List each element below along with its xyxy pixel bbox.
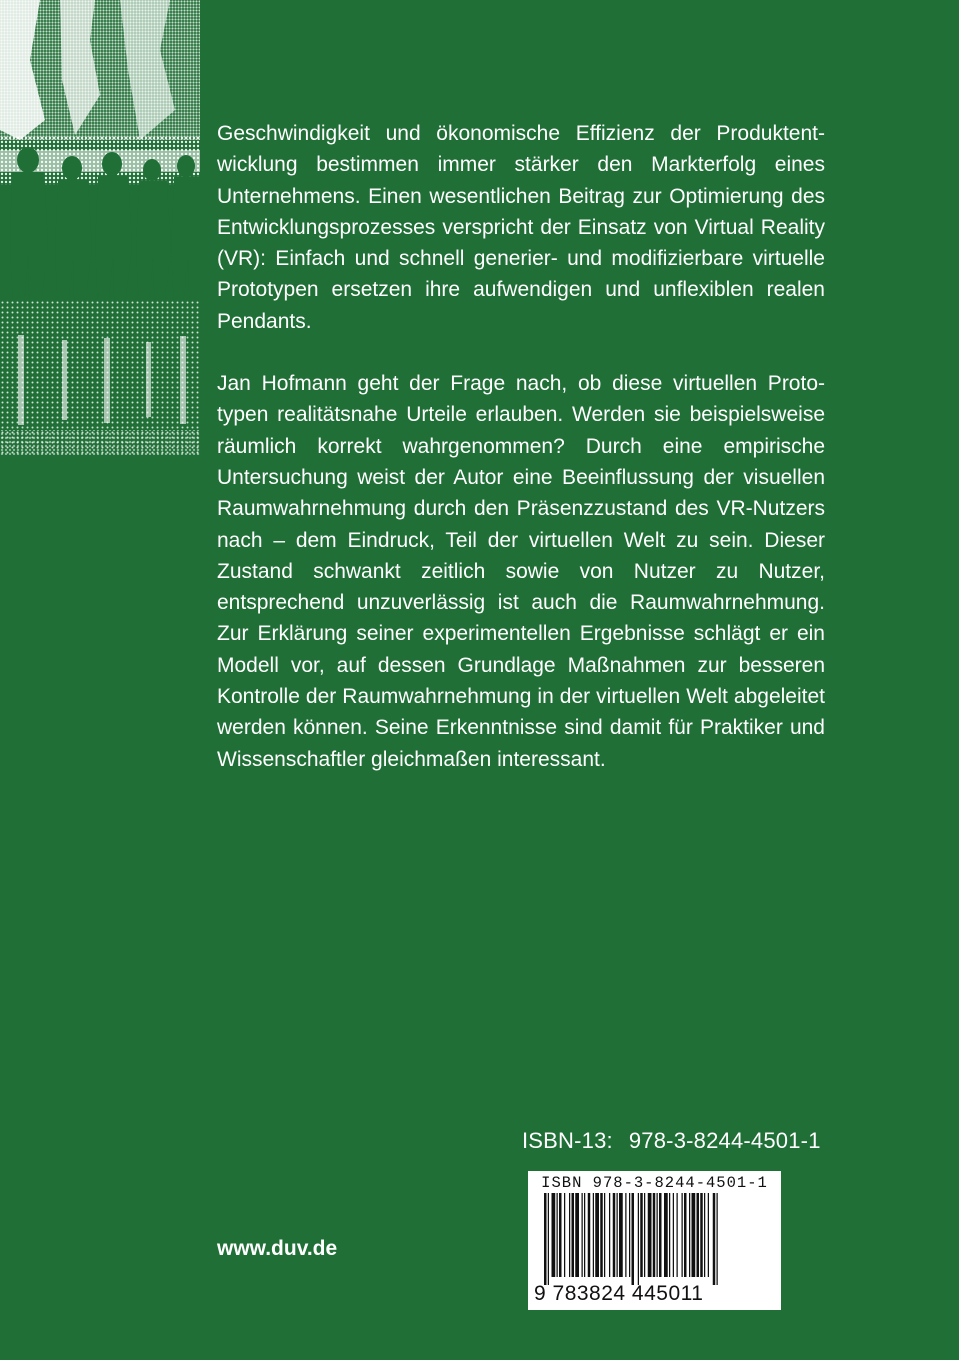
barcode-bars bbox=[544, 1193, 774, 1285]
barcode-bar bbox=[609, 1193, 610, 1277]
blurb-paragraph-2: Jan Hofmann geht der Frage nach, ob diese virtuellen Prototypen realitätsnahe Urteile erlauben. Werden sie beispielsweise räumlich korrekt wahrgenommen? Durch eine empirische Untersuchung weist der Autor eine Beeinflussung der visuellen Raumwahrnehmung durch den Präsenzzustand des VR-Nutzers nach – dem Eindruck, Teil der virtuellen Welt zu sein. Dieser Zustand schwankt zeitlich sowie von Nutzer zu Nutzer, entsprechend unzuverlässig ist auch die Raumwahrnehmung. Zur Erklärung seiner experimentellen Ergebnisse schlägt er ein Modell vor, auf dessen Grundlage Maßnahmen zur besseren Kontrolle der Raumwahrnehmung in der virtuellen Welt abgeleitet werden können. Seine Erkenntnisse sind damit für Praktiker und Wissenschaftler gleichmaßen interessant. bbox=[217, 372, 825, 771]
barcode-bar bbox=[692, 1193, 696, 1277]
isbn-label: ISBN-13: bbox=[522, 1128, 613, 1153]
barcode-bar bbox=[575, 1193, 579, 1277]
barcode-bar bbox=[625, 1193, 626, 1277]
publisher-website: www.duv.de bbox=[217, 1237, 338, 1260]
barcode-bar bbox=[613, 1193, 616, 1277]
barcode-bar bbox=[557, 1193, 558, 1277]
barcode-bar bbox=[717, 1193, 718, 1285]
barcode-bar bbox=[644, 1193, 645, 1277]
barcode-bar bbox=[708, 1193, 709, 1277]
barcode-bar bbox=[564, 1193, 565, 1277]
barcode-bar bbox=[584, 1193, 585, 1277]
halftone-figures-image bbox=[0, 0, 200, 455]
barcode-bar bbox=[595, 1193, 599, 1277]
barcode-bar bbox=[648, 1193, 652, 1277]
barcode-bar bbox=[638, 1193, 639, 1285]
barcode-bar bbox=[632, 1193, 635, 1285]
barcode-bar bbox=[657, 1193, 658, 1277]
barcode-bar bbox=[713, 1193, 716, 1285]
barcode-bar bbox=[604, 1193, 605, 1277]
barcode-bar bbox=[617, 1193, 618, 1277]
barcode-bar bbox=[700, 1193, 703, 1277]
barcode-bar bbox=[640, 1193, 643, 1277]
barcode-isbn-text: ISBN 978-3-8244-4501-1 bbox=[541, 1174, 768, 1192]
barcode-bar bbox=[593, 1193, 594, 1277]
barcode-bar bbox=[544, 1193, 547, 1285]
barcode-bar bbox=[600, 1193, 603, 1277]
barcode-bar bbox=[682, 1193, 683, 1277]
barcode-bar bbox=[619, 1193, 623, 1277]
barcode-bar bbox=[664, 1193, 668, 1277]
barcode-digits: 9 783824 445011 bbox=[534, 1282, 704, 1305]
barcode-bar bbox=[559, 1193, 562, 1277]
barcode-bar bbox=[669, 1193, 670, 1277]
barcode-bar bbox=[677, 1193, 678, 1277]
isbn-number: 978-3-8244-4501-1 bbox=[628, 1128, 821, 1153]
isbn-barcode bbox=[528, 1171, 781, 1310]
barcode-bar bbox=[629, 1193, 630, 1277]
barcode-bar bbox=[569, 1193, 570, 1277]
barcode-bar bbox=[684, 1193, 687, 1277]
barcode-bar bbox=[673, 1193, 674, 1277]
barcode-bar bbox=[653, 1193, 656, 1277]
barcode-bar bbox=[689, 1193, 690, 1277]
blurb-paragraph-1: Geschwindigkeit und ökonomische Effizienz der Produktentwicklung bestimmen immer stärker den Markterfolg eines Unternehmens. Einen wesentlichen Beitrag zur Optimierung des Entwicklungsprozesses verspricht der Einsatz von Virtual Reality (VR): Einfach und schnell generier- und modifizierbare virtuelle Prototypen ersetzen ihre aufwendigen und unflexiblen realen Pendants. bbox=[217, 122, 825, 333]
barcode-bar bbox=[588, 1193, 591, 1277]
barcode-bar bbox=[704, 1193, 705, 1277]
isbn-line bbox=[522, 1128, 826, 1154]
barcode-bar bbox=[697, 1193, 700, 1277]
barcode-bar bbox=[582, 1193, 583, 1277]
barcode-bar bbox=[659, 1193, 662, 1277]
blurb-text bbox=[217, 118, 825, 775]
barcode-bar bbox=[572, 1193, 575, 1277]
barcode-bar bbox=[552, 1193, 556, 1277]
barcode-bar bbox=[548, 1193, 549, 1285]
